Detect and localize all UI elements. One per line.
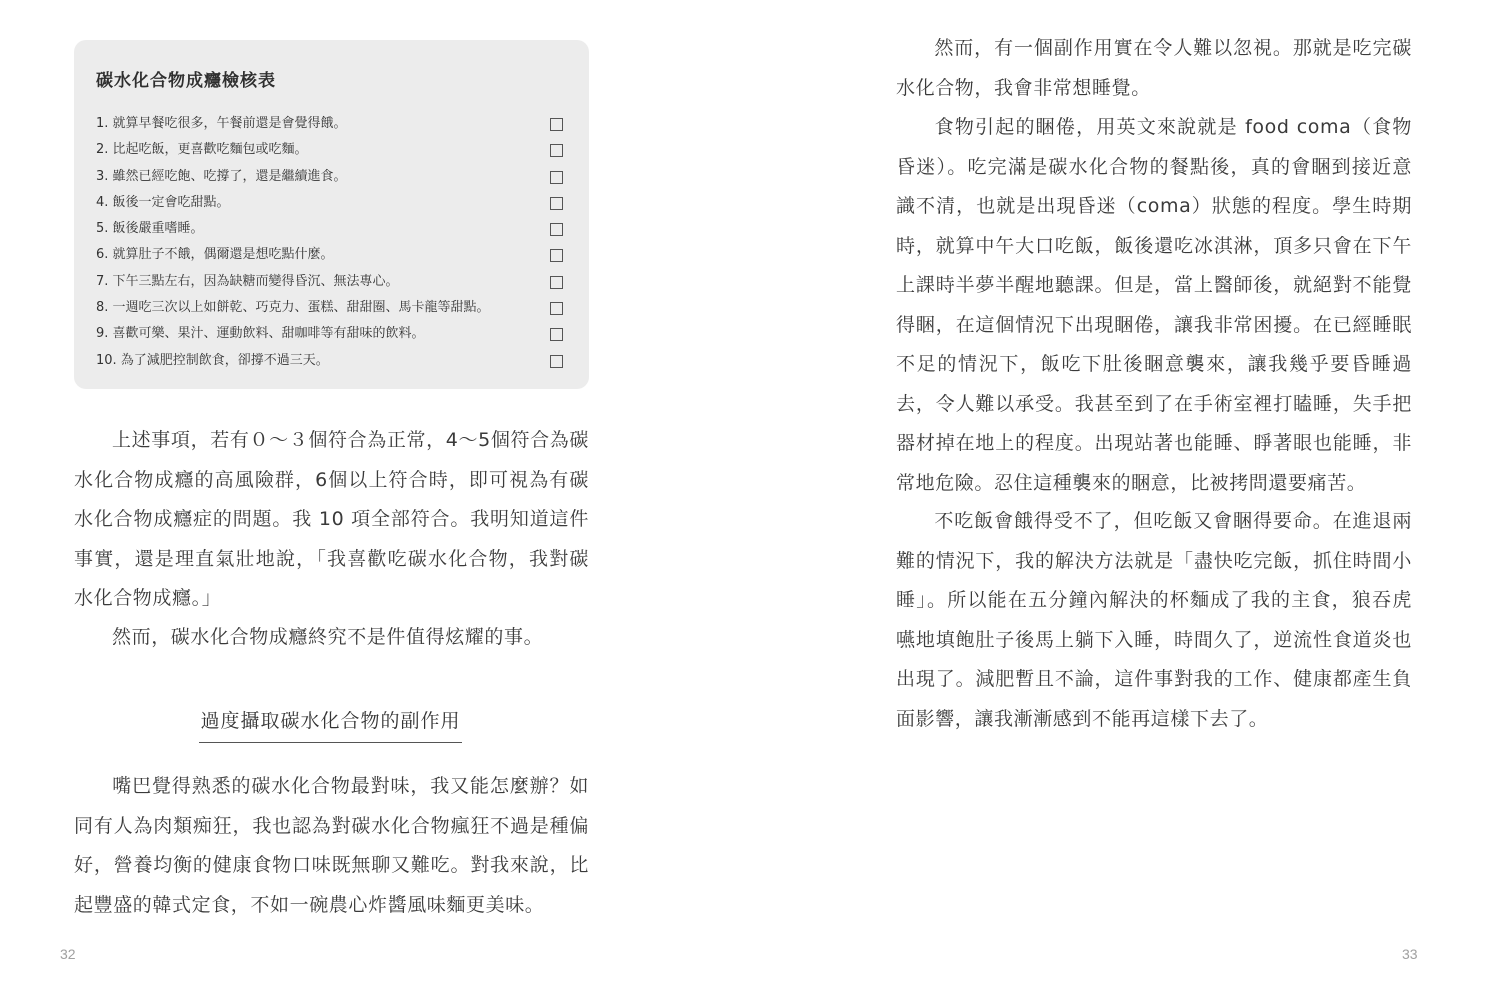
checklist-item-text: 3. 雖然已經吃飽、吃撐了，還是繼續進食。 xyxy=(96,168,347,184)
checklist-items xyxy=(96,111,565,374)
checklist-item-text: 4. 飯後一定會吃甜點。 xyxy=(96,194,230,210)
checkbox[interactable] xyxy=(550,197,563,210)
paragraph-text: 不吃飯會餓得受不了，但吃飯又會睏得要命。在進退兩難的情況下，我的解決方法就是「盡快吃完飯，抓住時間小睡」。所以能在五分鐘內解決的杯麵成了我的主食，狼吞虎嚥地填飽肚子後馬上躺下入睡，時間久了，逆流性食道炎也出現了。減肥暫且不論，這件事對我的工作、健康都產生負面影響，讓我漸漸感到不能再這樣下去了。 xyxy=(896,510,1412,730)
checklist-item-text: 6. 就算肚子不餓，偶爾還是想吃點什麼。 xyxy=(96,247,334,263)
paragraph-body xyxy=(896,29,1412,108)
paragraph-text: 然而，碳水化合物成癮終究不是件值得炫耀的事。 xyxy=(112,626,544,648)
paragraph-text: 嘴巴覺得熟悉的碳水化合物最對味，我又能怎麼辦？如同有人為肉類痴狂，我也認為對碳水化合物瘋狂不過是種偏好，營養均衡的健康食物口味既無聊又難吃。對我來說，比起豐盛的韓式定食，不如一碗農心炸醬風味麵更美味。 xyxy=(74,775,589,916)
paragraph-text: 食物引起的睏倦，用英文來說就是 food coma（食物昏迷）。吃完滿是碳水化合物的餐點後，真的會睏到接近意識不清，也就是出現昏迷（coma）狀態的程度。學生時期時，就算中午大口吃飯，飯後還吃冰淇淋，頂多只會在下午上課時半夢半醒地聽課。但是，當上醫師後，就絕對不能覺得睏，在這個情況下出現睏倦，讓我非常困擾。在已經睡眠不足的情況下，飯吃下肚後睏意襲來，讓我幾乎要昏睡過去，令人難以承受。我甚至到了在手術室裡打瞌睡，失手把器材掉在地上的程度。出現站著也能睡、睜著眼也能睡，非常地危險。忍住這種襲來的睏意，比被拷問還要痛苦。 xyxy=(896,116,1412,494)
checklist-item xyxy=(96,321,565,347)
paragraph-body xyxy=(74,767,589,925)
checklist-item xyxy=(96,348,565,374)
checkbox[interactable] xyxy=(550,171,563,184)
checkbox[interactable] xyxy=(550,249,563,262)
paragraph-body xyxy=(896,502,1412,739)
paragraph-text: 然而，有一個副作用實在令人難以忽視。那就是吃完碳水化合物，我會非常想睡覺。 xyxy=(896,37,1412,99)
checklist-box xyxy=(74,40,589,389)
checklist-item xyxy=(96,216,565,242)
checklist-title: 碳水化合物成癮檢核表 xyxy=(96,71,276,91)
checklist-item xyxy=(96,242,565,268)
checklist-item-text: 2. 比起吃飯，更喜歡吃麵包或吃麵。 xyxy=(96,142,308,158)
checkbox[interactable] xyxy=(550,223,563,236)
checklist-item xyxy=(96,190,565,216)
checklist-item xyxy=(96,137,565,163)
paragraph-text: 上述事項，若有０～３個符合為正常，4～5個符合為碳水化合物成癮的高風險群，6個以上符合時，即可視為有碳水化合物成癮症的問題。我 10 項全部符合。我明知道這件事實，還是理直氣壯地說，「我喜歡吃碳水化合物，我對碳水化合物成癮。」 xyxy=(74,429,589,609)
checklist-item-text: 10. 為了減肥控制飲食，卻撐不過三天。 xyxy=(96,352,329,368)
page-number: 32 xyxy=(60,946,76,962)
checklist-item xyxy=(96,295,565,321)
checklist-item-text: 9. 喜歡可樂、果汁、運動飲料、甜咖啡等有甜味的飲料。 xyxy=(96,326,425,342)
section-heading: 過度攝取碳水化合物的副作用 xyxy=(199,706,462,743)
checklist-item xyxy=(96,164,565,190)
checkbox[interactable] xyxy=(550,118,563,131)
page-number: 33 xyxy=(1402,946,1418,962)
paragraph-body xyxy=(74,421,589,619)
checklist-item-text: 7. 下午三點左右，因為缺糖而變得昏沉、無法專心。 xyxy=(96,273,399,289)
checklist-item-text: 8. 一週吃三次以上如餅乾、巧克力、蛋糕、甜甜圈、馬卡龍等甜點。 xyxy=(96,300,490,316)
checklist-item xyxy=(96,269,565,295)
checklist-item-text: 1. 就算早餐吃很多，午餐前還是會覺得餓。 xyxy=(96,116,347,131)
checklist-item-text: 5. 飯後嚴重嗜睡。 xyxy=(96,221,204,237)
right-page xyxy=(743,0,1486,1000)
paragraph-body xyxy=(896,108,1412,503)
checkbox[interactable] xyxy=(550,276,563,289)
checklist-item xyxy=(96,111,565,137)
checkbox[interactable] xyxy=(550,328,563,341)
checkbox[interactable] xyxy=(550,144,563,157)
checkbox[interactable] xyxy=(550,355,563,368)
checkbox[interactable] xyxy=(550,302,563,315)
paragraph-body xyxy=(74,618,589,658)
